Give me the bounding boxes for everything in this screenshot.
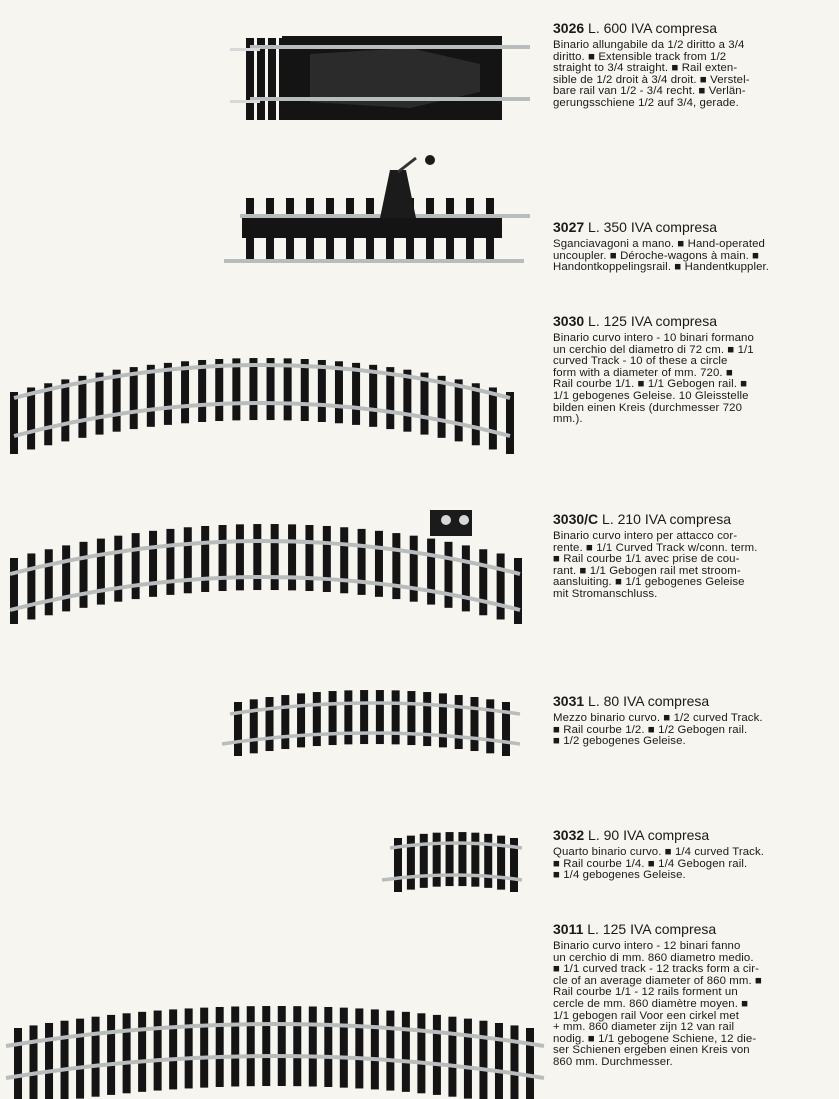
sleeper [232, 358, 240, 420]
product-heading [553, 511, 825, 527]
description-line: mit Stromanschluss. [553, 587, 658, 600]
sleeper [107, 1015, 115, 1095]
sleeper [216, 1007, 224, 1087]
description-line: diritto. ■ Extensible track from 1/2 [553, 50, 727, 63]
sleeper [462, 545, 470, 611]
description-line: ■ 1/2 gebogenes Geleise. [553, 735, 686, 748]
sleeper [455, 379, 463, 441]
description-line: 860 mm. Durchmesser. [553, 1055, 673, 1068]
sleeper [293, 1006, 301, 1086]
sleeper [420, 834, 428, 888]
sleeper [231, 1007, 239, 1087]
product-code: 3032 [553, 827, 585, 843]
sleeper [433, 833, 441, 887]
sleeper [376, 690, 384, 744]
sleeper [458, 832, 466, 886]
sleeper [489, 387, 497, 449]
description-line: mm.). [553, 413, 583, 426]
description-line: ■ Rail courbe 1/1 avec prise de cou- [553, 553, 740, 566]
description-line: cercle de mm. 860 diamètre moyen. ■ [553, 997, 749, 1010]
description-line: Binario allungabile da 1/2 diritto a 3/4 [553, 39, 745, 51]
sleeper [392, 690, 400, 744]
sleeper [130, 367, 138, 429]
product-heading [553, 219, 825, 235]
sleeper [438, 376, 446, 438]
sleeper [76, 1019, 84, 1099]
sleeper [123, 1013, 131, 1093]
sleeper [506, 392, 514, 454]
sleeper [138, 1012, 146, 1092]
description-line: Handontkoppelingsrail. ■ Handentkuppler. [553, 261, 770, 274]
product-description [553, 941, 825, 1069]
sleeper [147, 365, 155, 427]
sleeper [352, 363, 360, 425]
sleeper [369, 365, 377, 427]
sleeper [340, 527, 348, 593]
sleeper [471, 833, 479, 887]
sleeper [433, 1015, 441, 1095]
description-line: Binario curvo intero - 12 binari fanno [553, 940, 741, 952]
sleeper [181, 361, 189, 423]
sleeper [479, 549, 487, 615]
sleeper [200, 1008, 208, 1088]
sleeper [313, 692, 321, 746]
sleeper [403, 370, 411, 432]
sleeper [169, 1009, 177, 1089]
track-3031-image [220, 686, 526, 748]
product-length: L. 125 [588, 313, 627, 329]
product-length: L. 600 [588, 20, 627, 36]
description-line: Binario curvo intero - 10 binari formano [553, 332, 754, 344]
sleeper [309, 1007, 317, 1087]
sleeper [44, 383, 52, 445]
sleeper [386, 1011, 394, 1091]
product-description [553, 713, 825, 748]
sleeper [301, 359, 309, 421]
sleeper [10, 392, 18, 454]
sleeper [497, 553, 505, 619]
sleeper [464, 1019, 472, 1099]
sleeper [340, 1008, 348, 1088]
description-line: rente. ■ 1/1 Curved Track w/conn. term. [553, 541, 758, 554]
sleeper [335, 361, 343, 423]
sleeper [97, 539, 105, 605]
sleeper [392, 533, 400, 599]
description-line: gerungsschiene 1/2 auf 3/4, gerade. [553, 96, 739, 109]
description-line: + mm. 860 diameter zijn 12 van rail [553, 1021, 735, 1034]
sleeper [423, 692, 431, 746]
product-entry-3030 [553, 313, 825, 426]
sleeper [149, 531, 157, 597]
description-line: rant. ■ 1/1 Gebogen rail met stroom- [553, 564, 741, 577]
description-line: bare rail van 1/2 - 3/4 recht. ■ Verlän- [553, 85, 746, 98]
sleeper [27, 553, 35, 619]
track-3032-image [380, 826, 530, 890]
sleeper [61, 1021, 69, 1099]
product-length: L. 80 [588, 693, 620, 709]
sleeper [262, 1006, 270, 1086]
track-3027-image [220, 156, 530, 268]
sleeper [185, 1008, 193, 1088]
description-line: un cerchio di mm. 860 diametro medio. [553, 951, 754, 964]
sleeper [61, 379, 69, 441]
product-code: 3030/C [553, 511, 599, 527]
sleeper [132, 533, 140, 599]
description-line: Quarto binario curvo. ■ 1/4 curved Track. [553, 846, 765, 858]
product-description [553, 239, 825, 274]
sleeper [371, 1009, 379, 1089]
track-3026-image [220, 34, 530, 124]
product-tax: IVA compresa [623, 693, 710, 709]
product-entry-3030c [553, 511, 825, 601]
product-description [553, 333, 825, 426]
sleeper [360, 690, 368, 744]
product-heading [553, 827, 825, 843]
product-description [553, 40, 825, 110]
product-length: L. 210 [602, 511, 641, 527]
sleeper [253, 524, 261, 590]
description-line: straight to 3/4 straight. ■ Rail exten- [553, 62, 738, 75]
description-line: Rail courbe 1/1 - 12 rails forment un [553, 986, 738, 999]
sleeper [201, 526, 209, 592]
sleeper [329, 691, 337, 745]
sleeper [271, 524, 279, 590]
sleeper [305, 525, 313, 591]
description-line: ■ Rail courbe 1/4. ■ 1/4 Gebogen rail. [553, 857, 748, 870]
product-heading [553, 921, 825, 937]
sleeper [323, 526, 331, 592]
product-tax: IVA compresa [644, 511, 731, 527]
sleeper [215, 359, 223, 421]
sleeper [407, 691, 415, 745]
sleeper [386, 367, 394, 429]
sleeper [495, 1023, 503, 1099]
sleeper [249, 358, 257, 420]
sleeper [45, 549, 53, 615]
sleeper [267, 358, 275, 420]
sleeper [448, 1017, 456, 1097]
description-line: ■ 1/4 gebogenes Geleise. [553, 869, 686, 882]
sleeper [281, 695, 289, 749]
sleeper [427, 539, 435, 605]
description-line: ■ Rail courbe 1/2. ■ 1/2 Gebogen rail. [553, 723, 748, 736]
description-line: Binario curvo intero per attacco cor- [553, 530, 738, 542]
description-line: nodig. ■ 1/1 gebogene Schiene, 12 die- [553, 1032, 757, 1045]
sleeper [375, 531, 383, 597]
sleeper [344, 690, 352, 744]
sleeper [10, 558, 18, 624]
description-line: sible de 1/2 droit à 3/4 droit. ■ Verstel- [553, 73, 750, 86]
description-line: Rail courbe 1/1. ■ 1/1 Gebogen rail. ■ [553, 378, 748, 391]
product-entry-3011 [553, 921, 825, 1069]
description-line: Sganciavagoni a mano. ■ Hand-operated [553, 238, 765, 250]
description-line: uncoupler. ■ Déroche-wagons à main. ■ [553, 249, 760, 262]
sleeper [455, 695, 463, 749]
product-tax: IVA compresa [630, 20, 717, 36]
product-code: 3030 [553, 313, 585, 329]
description-line: ser Schienen ergeben einen Kreis von [553, 1044, 750, 1057]
product-description [553, 531, 825, 601]
product-code: 3027 [553, 219, 585, 235]
product-entry-3026 [553, 20, 825, 110]
sleeper [268, 38, 276, 120]
sleeper [184, 527, 192, 593]
product-entry-3031 [553, 693, 825, 748]
sleeper [470, 697, 478, 751]
product-entry-3032 [553, 827, 825, 882]
description-line: bilden einen Kreis (durchmesser 720 [553, 401, 743, 414]
sleeper [164, 363, 172, 425]
track-3030-image [0, 340, 520, 440]
sleeper [198, 360, 206, 422]
sleeper [514, 558, 522, 624]
sleeper [479, 1021, 487, 1099]
sleeper [526, 1028, 534, 1099]
sleeper [219, 525, 227, 591]
sleeper [324, 1007, 332, 1087]
product-tax: IVA compresa [630, 219, 717, 235]
sleeper [114, 536, 122, 602]
sleeper [484, 834, 492, 888]
product-length: L. 350 [588, 219, 627, 235]
sleeper [486, 699, 494, 753]
description-line: 1/1 gebogenes Geleise. 10 Gleisstelle [553, 389, 749, 402]
product-code: 3031 [553, 693, 585, 709]
product-length: L. 90 [588, 827, 620, 843]
sleeper [250, 699, 258, 753]
product-code: 3026 [553, 20, 585, 36]
description-line: curved Track - 10 of these a circle [553, 355, 728, 368]
product-heading [553, 20, 825, 36]
sleeper [236, 524, 244, 590]
sleeper [154, 1011, 162, 1091]
sleeper [439, 693, 447, 747]
sleeper [318, 360, 326, 422]
sleeper [27, 387, 35, 449]
description-line: 1/1 gebogen rail Voor een cirkel met [553, 1009, 739, 1022]
sleeper [78, 376, 86, 438]
sleeper [80, 542, 88, 608]
sleeper [446, 832, 454, 886]
sleeper [247, 1006, 255, 1086]
sleeper [410, 536, 418, 602]
sleeper [402, 1012, 410, 1092]
sleeper [358, 529, 366, 595]
sleeper [444, 542, 452, 608]
sleeper [278, 1006, 286, 1086]
sleeper [14, 1028, 22, 1099]
product-tax: IVA compresa [623, 827, 710, 843]
description-line: form with a diameter of mm. 720. ■ [553, 366, 733, 379]
sleeper [510, 1025, 518, 1099]
description-line: cle of an average diameter of 860 mm. ■ [553, 974, 762, 987]
sleeper [288, 524, 296, 590]
product-code: 3011 [553, 921, 584, 937]
sleeper [417, 1013, 425, 1093]
product-heading [553, 313, 825, 329]
description-line: Mezzo binario curvo. ■ 1/2 curved Track. [553, 712, 763, 724]
product-heading [553, 693, 825, 709]
product-description [553, 847, 825, 882]
sleeper [266, 697, 274, 751]
sleeper [297, 693, 305, 747]
product-length: L. 125 [587, 921, 627, 937]
sleeper [284, 358, 292, 420]
track-3030c-image [0, 506, 530, 616]
sleeper [234, 702, 242, 756]
sleeper [472, 383, 480, 445]
sleeper [45, 1023, 53, 1099]
product-tax: IVA compresa [630, 921, 717, 937]
product-entry-3027 [553, 219, 825, 274]
sleeper [62, 545, 70, 611]
sleeper [92, 1017, 100, 1097]
sleeper [96, 373, 104, 435]
sleeper [113, 370, 121, 432]
track-3011-image [0, 998, 548, 1098]
description-line: un cerchio del diametro di 72 cm. ■ 1/1 [553, 343, 754, 356]
sleeper [420, 373, 428, 435]
description-line: aansluiting. ■ 1/1 gebogenes Geleise [553, 576, 745, 589]
sleeper [166, 529, 174, 595]
sleeper [30, 1025, 38, 1099]
description-line: ■ 1/1 curved track - 12 tracks form a cir- [553, 963, 760, 976]
product-tax: IVA compresa [630, 313, 717, 329]
sleeper [355, 1008, 363, 1088]
